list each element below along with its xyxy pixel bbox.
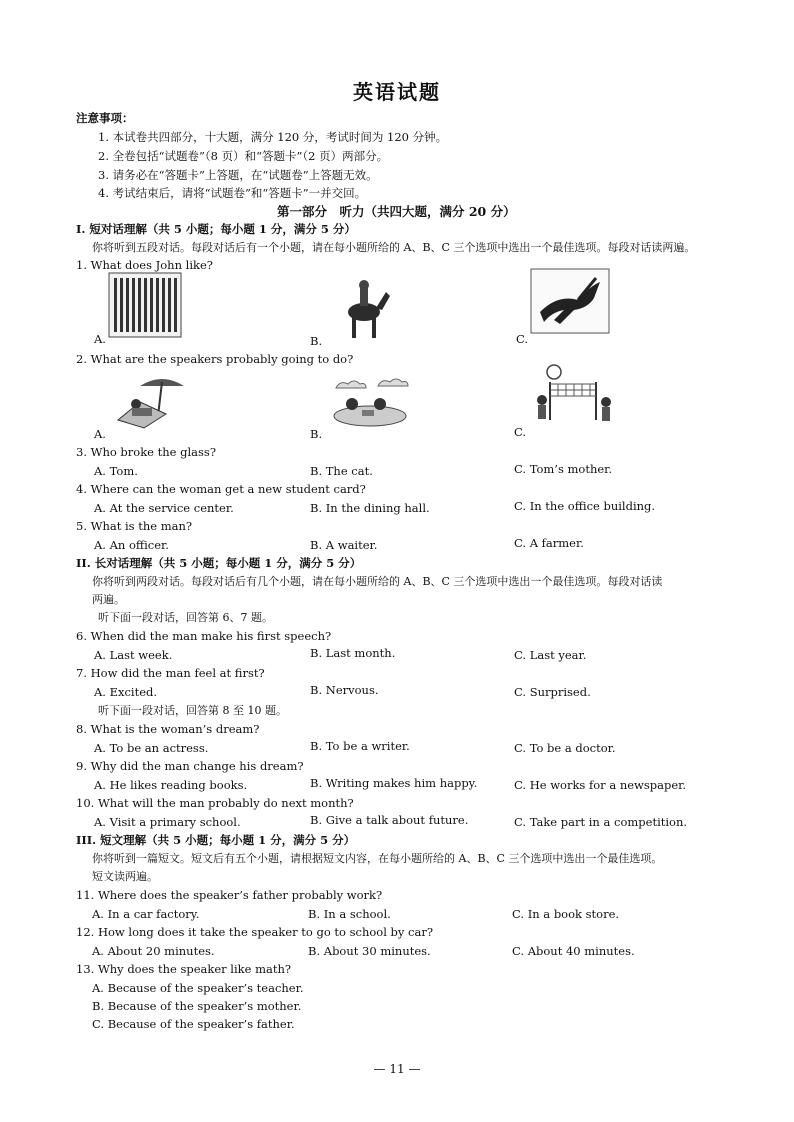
- notice-heading: 注意事项：: [76, 111, 134, 125]
- q5-option-b: B. A waiter.: [310, 538, 378, 552]
- q8-option-a: A. To be an actress.: [94, 741, 209, 755]
- q12-option-c: C. About 40 minutes.: [512, 944, 635, 958]
- q1-option-c: C.: [516, 332, 529, 346]
- q4-option-b: B. In the dining hall.: [310, 501, 430, 515]
- picnic-image: [326, 376, 412, 430]
- question-2: 2. What are the speakers probably going to do?: [76, 352, 354, 366]
- q1-option-a: A.: [94, 332, 106, 346]
- section-2-heading: II. 长对话理解（共 5 小题；每小题 1 分，满分 5 分）: [76, 556, 362, 570]
- beach-umbrella-image: [110, 372, 190, 430]
- volleyball-image: [532, 362, 614, 428]
- q13-option-a: A. Because of the speaker’s teacher.: [92, 981, 304, 995]
- q12-option-a: A. About 20 minutes.: [92, 944, 215, 958]
- listen-note-2: 听下面一段对话，回答第 8 至 10 题。: [98, 704, 287, 717]
- section-1-heading: I. 短对话理解（共 5 小题；每小题 1 分，满分 5 分）: [76, 222, 356, 236]
- horse-painting-image: [530, 268, 610, 334]
- section-1-instruction: 你将听到五段对话。每段对话后有一个小题，请在每小题所给的 A、B、C 三个选项中选出一个最佳选项。每段对话读两遍。: [92, 241, 696, 254]
- notice-item: 3. 请务必在“答题卡”上答题，在“试题卷”上答题无效。: [98, 168, 378, 182]
- q2-option-b: B.: [310, 427, 323, 441]
- question-13: 13. Why does the speaker like math?: [76, 962, 292, 976]
- q9-option-a: A. He likes reading books.: [94, 778, 248, 792]
- q12-option-b: B. About 30 minutes.: [308, 944, 431, 958]
- q3-option-a: A. Tom.: [94, 464, 138, 478]
- q2-option-c: C.: [514, 425, 527, 439]
- q9-option-b: B. Writing makes him happy.: [310, 776, 478, 790]
- question-12: 12. How long does it take the speaker to go to school by car?: [76, 925, 434, 939]
- part-one-heading: 第一部分 听力（共四大题，满分 20 分）: [277, 204, 516, 219]
- section-3-instruction-cont: 短文读两遍。: [92, 870, 158, 883]
- q4-option-a: A. At the service center.: [94, 501, 234, 515]
- q10-option-c: C. Take part in a competition.: [514, 815, 688, 829]
- page-title: 英语试题: [353, 80, 441, 104]
- section-3-instruction: 你将听到一篇短文。短文后有五个小题，请根据短文内容，在每小题所给的 A、B、C 三个选项中选出一个最佳选项。: [92, 852, 663, 865]
- q2-option-a: A.: [94, 427, 106, 441]
- q5-option-c: C. A farmer.: [514, 536, 584, 550]
- q8-option-b: B. To be a writer.: [310, 739, 410, 753]
- q6-option-b: B. Last month.: [310, 646, 396, 660]
- q13-option-b: B. Because of the speaker’s mother.: [92, 999, 302, 1013]
- question-9: 9. Why did the man change his dream?: [76, 759, 304, 773]
- section-2-instruction-cont: 两遍。: [92, 593, 125, 606]
- question-7: 7. How did the man feel at first?: [76, 666, 265, 680]
- q3-option-c: C. Tom’s mother.: [514, 462, 613, 476]
- q10-option-a: A. Visit a primary school.: [94, 815, 241, 829]
- question-6: 6. When did the man make his first speech?: [76, 629, 332, 643]
- question-4: 4. Where can the woman get a new student card?: [76, 482, 366, 496]
- question-11: 11. Where does the speaker’s father probably work?: [76, 888, 383, 902]
- notice-item: 4. 考试结束后，请将“试题卷”和“答题卡”一并交回。: [98, 186, 367, 200]
- question-5: 5. What is the man?: [76, 519, 193, 533]
- q11-option-c: C. In a book store.: [512, 907, 620, 921]
- q11-option-a: A. In a car factory.: [92, 907, 200, 921]
- question-8: 8. What is the woman’s dream?: [76, 722, 260, 736]
- q9-option-c: C. He works for a newspaper.: [514, 778, 687, 792]
- question-1: 1. What does John like?: [76, 258, 213, 272]
- q10-option-b: B. Give a talk about future.: [310, 813, 469, 827]
- calligraphy-image: [108, 272, 182, 338]
- q11-option-b: B. In a school.: [308, 907, 391, 921]
- q6-option-c: C. Last year.: [514, 648, 587, 662]
- q7-option-c: C. Surprised.: [514, 685, 591, 699]
- section-2-instruction: 你将听到两段对话。每段对话后有几个小题，请在每小题所给的 A、B、C 三个选项中选出一个最佳选项。每段对话读: [92, 575, 663, 588]
- q7-option-a: A. Excited.: [94, 685, 158, 699]
- q3-option-b: B. The cat.: [310, 464, 373, 478]
- q1-option-b: B.: [310, 334, 323, 348]
- question-10: 10. What will the man probably do next month?: [76, 796, 354, 810]
- q5-option-a: A. An officer.: [94, 538, 169, 552]
- section-3-heading: III. 短文理解（共 5 小题；每小题 1 分，满分 5 分）: [76, 833, 356, 847]
- q4-option-c: C. In the office building.: [514, 499, 656, 513]
- q8-option-c: C. To be a doctor.: [514, 741, 616, 755]
- page-number: — 11 —: [373, 1062, 421, 1076]
- horse-statue-image: [342, 278, 392, 342]
- q7-option-b: B. Nervous.: [310, 683, 379, 697]
- q6-option-a: A. Last week.: [94, 648, 173, 662]
- notice-item: 1. 本试卷共四部分，十大题，满分 120 分，考试时间为 120 分钟。: [98, 130, 448, 144]
- listen-note-1: 听下面一段对话，回答第 6、7 题。: [98, 611, 273, 624]
- q13-option-c: C. Because of the speaker’s father.: [92, 1017, 295, 1031]
- notice-item: 2. 全卷包括“试题卷”（8 页）和“答题卡”（2 页）两部分。: [98, 149, 389, 163]
- question-3: 3. Who broke the glass?: [76, 445, 216, 459]
